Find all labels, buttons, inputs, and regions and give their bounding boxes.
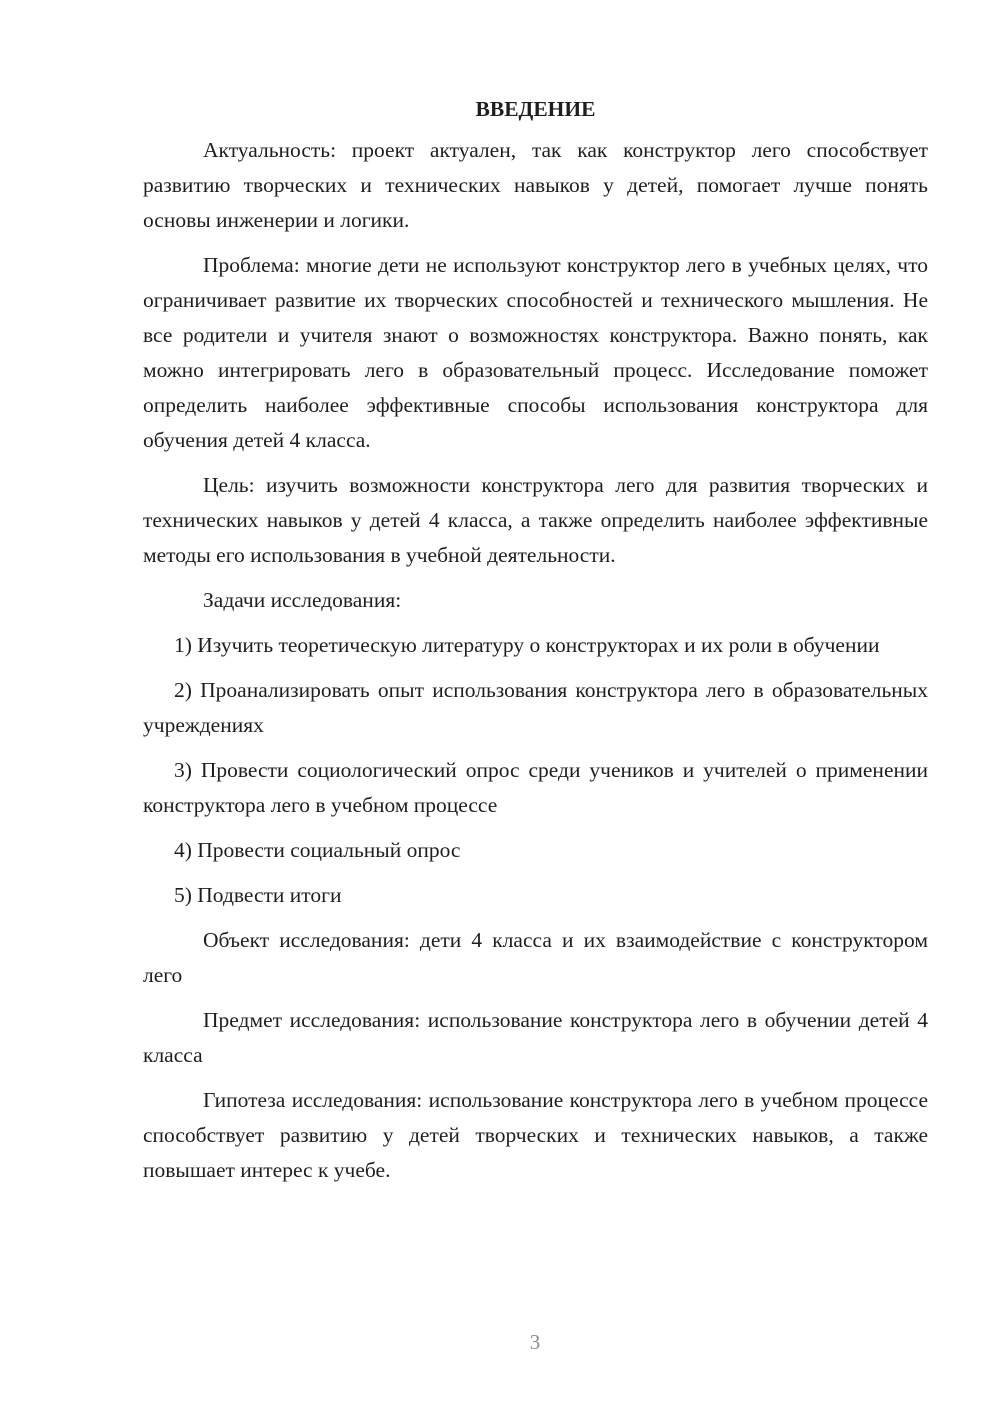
problem-paragraph: Проблема: многие дети не используют конструктор лего в учебных целях, что ограничивает развитие их творческих способностей и технического мышления. Не все родители и учителя знают о возможностях конструктора. Важно понять, как можно интегрировать лего в образовательный процесс. Исследование поможет определить наиболее эффективные способы использования конструктора для обучения детей 4 класса.: [143, 253, 928, 452]
object-paragraph: Объект исследования: дети 4 класса и их взаимодействие с конструктором лего: [143, 928, 928, 987]
page-number: 3: [529, 1330, 541, 1354]
page-title: ВВЕДЕНИЕ: [475, 97, 596, 121]
task-item-5: 5) Подвести итоги: [174, 883, 342, 907]
subject-paragraph: Предмет исследования: использование конструктора лего в обучении детей 4 класса: [143, 1008, 928, 1067]
task-item-3: 3) Провести социологический опрос среди учеников и учителей о применении конструктора лего в учебном процессе: [143, 758, 928, 817]
relevance-paragraph: Актуальность: проект актуален, так как конструктор лего способствует развитию творческих и технических навыков у детей, помогает лучше понять основы инженерии и логики.: [143, 138, 928, 232]
task-item-4: 4) Провести социальный опрос: [174, 838, 461, 862]
task-item-2: 2) Проанализировать опыт использования конструктора лего в образовательных учреждениях: [143, 678, 928, 737]
hypothesis-paragraph: Гипотеза исследования: использование конструктора лего в учебном процессе способствует развитию у детей творческих и технических навыков, а также повышает интерес к учебе.: [143, 1088, 928, 1182]
tasks-heading: Задачи исследования:: [203, 588, 402, 612]
task-item-1: 1) Изучить теоретическую литературу о конструкторах и их роли в обучении: [174, 633, 880, 657]
document-page: [143, 92, 928, 1198]
goal-paragraph: Цель: изучить возможности конструктора лего для развития творческих и технических навыков у детей 4 класса, а также определить наиболее эффективные методы его использования в учебной деятельности.: [143, 473, 928, 567]
